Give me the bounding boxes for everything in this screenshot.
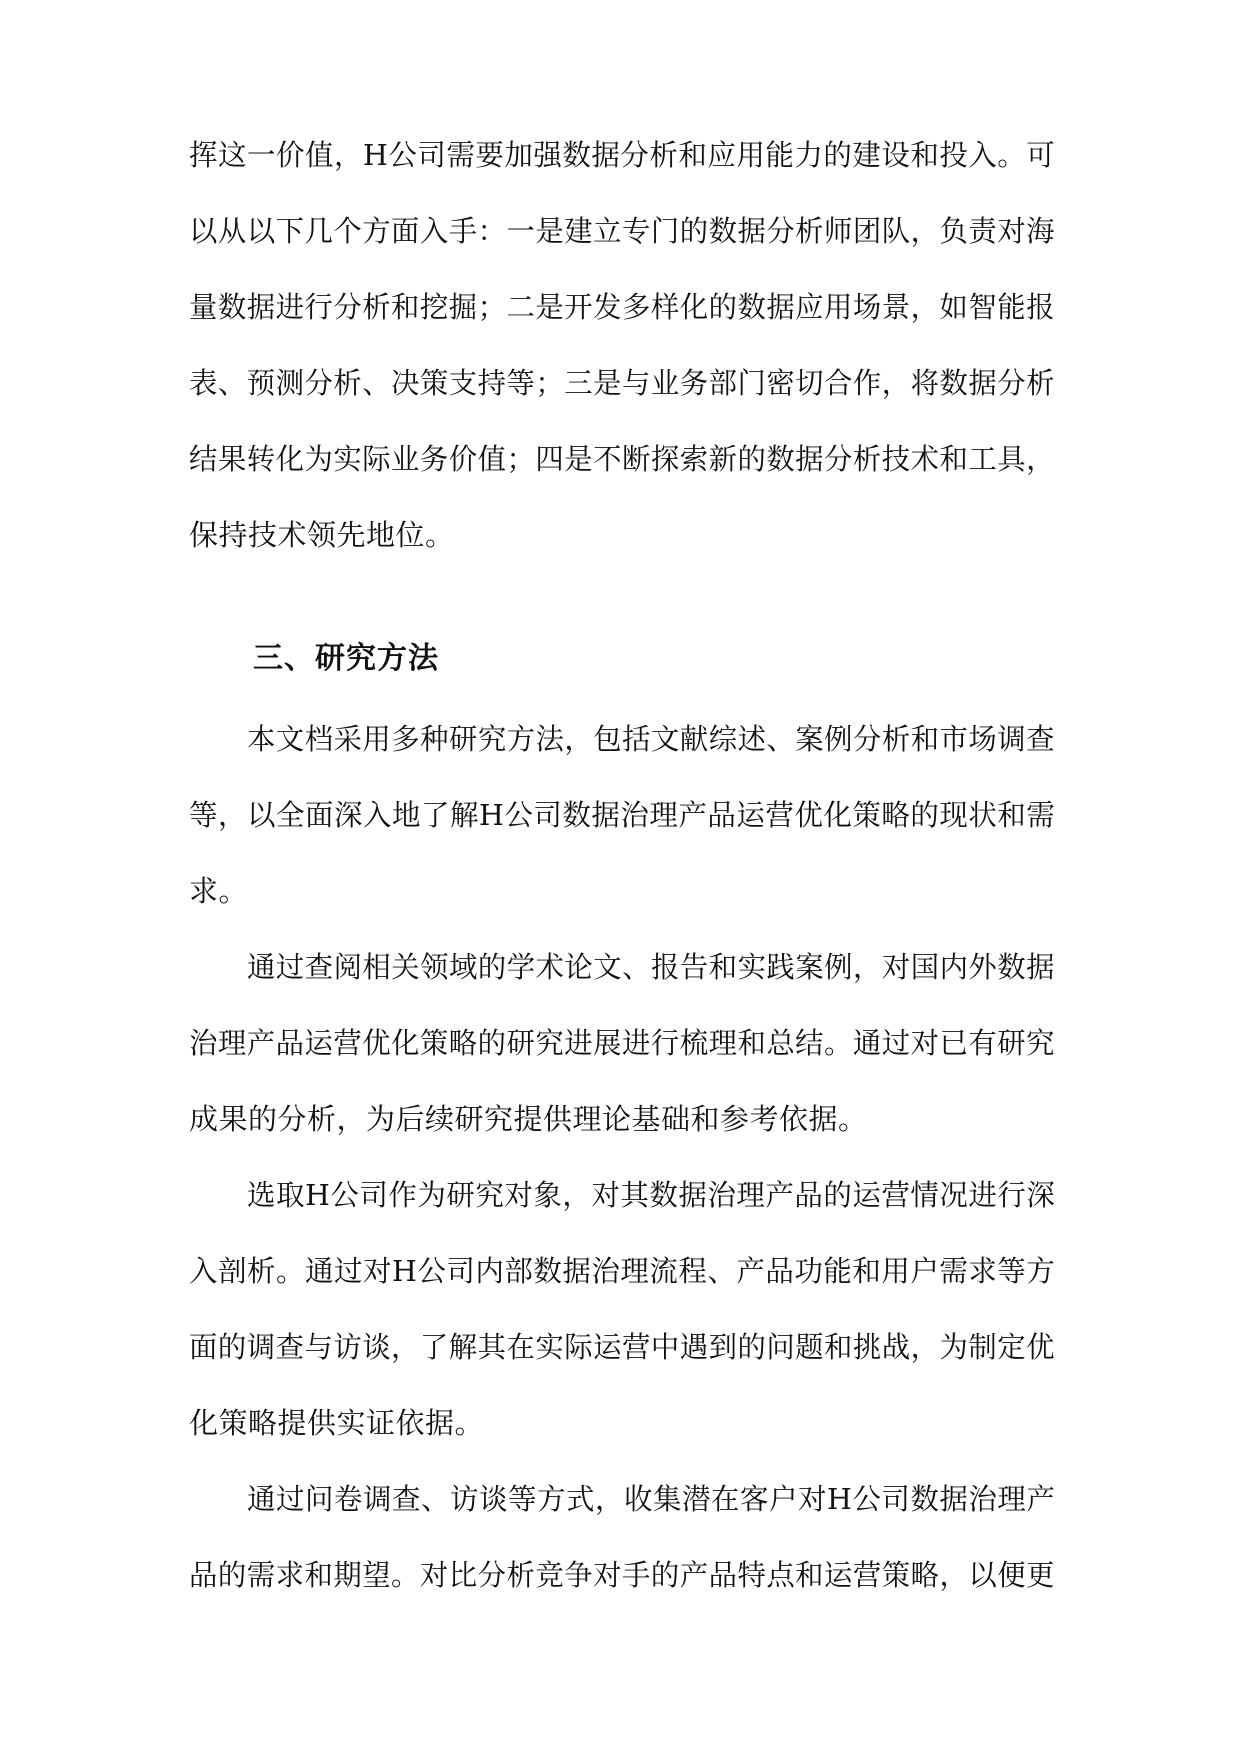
- paragraph-line: 求。: [189, 874, 249, 908]
- paragraph-line: 结果转化为实际业务价值；四是不断探索新的数据分析技术和工具，: [189, 442, 1055, 476]
- paragraph-line: 治理产品运营优化策略的研究进展进行梳理和总结。通过对已有研究: [189, 1026, 1055, 1060]
- paragraph-line: 挥这一价值，H公司需要加强数据分析和应用能力的建设和投入。可: [189, 138, 1056, 172]
- paragraph-line: 等，以全面深入地了解H公司数据治理产品运营优化策略的现状和需: [189, 798, 1056, 832]
- paragraph-line: 量数据进行分析和挖掘；二是开发多样化的数据应用场景，如智能报: [189, 290, 1055, 324]
- paragraph-line: 本文档采用多种研究方法，包括文献综述、案例分析和市场调查: [247, 722, 1056, 756]
- paragraph-line: 表、预测分析、决策支持等；三是与业务部门密切合作，将数据分析: [189, 366, 1055, 400]
- paragraph-line: 入剖析。通过对H公司内部数据治理流程、产品功能和用户需求等方: [189, 1254, 1056, 1288]
- paragraph-line: 面的调查与访谈，了解其在实际运营中遇到的问题和挑战，为制定优: [189, 1330, 1055, 1364]
- paragraph-line: 通过查阅相关领域的学术论文、报告和实践案例，对国内外数据: [247, 950, 1056, 984]
- paragraph-line: 通过问卷调查、访谈等方式，收集潜在客户对H公司数据治理产: [247, 1482, 1056, 1516]
- section-heading: 三、研究方法: [253, 641, 439, 676]
- paragraph-line: 化策略提供实证依据。: [189, 1406, 485, 1440]
- paragraph-line: 以从以下几个方面入手：一是建立专门的数据分析师团队，负责对海: [189, 214, 1055, 248]
- paragraph-line: 选取H公司作为研究对象，对其数据治理产品的运营情况进行深: [247, 1178, 1056, 1212]
- paragraph-line: 成果的分析，为后续研究提供理论基础和参考依据。: [189, 1102, 868, 1136]
- paragraph-line: 品的需求和期望。对比分析竞争对手的产品特点和运营策略，以便更: [189, 1558, 1055, 1592]
- paragraph-line: 保持技术领先地位。: [189, 518, 455, 552]
